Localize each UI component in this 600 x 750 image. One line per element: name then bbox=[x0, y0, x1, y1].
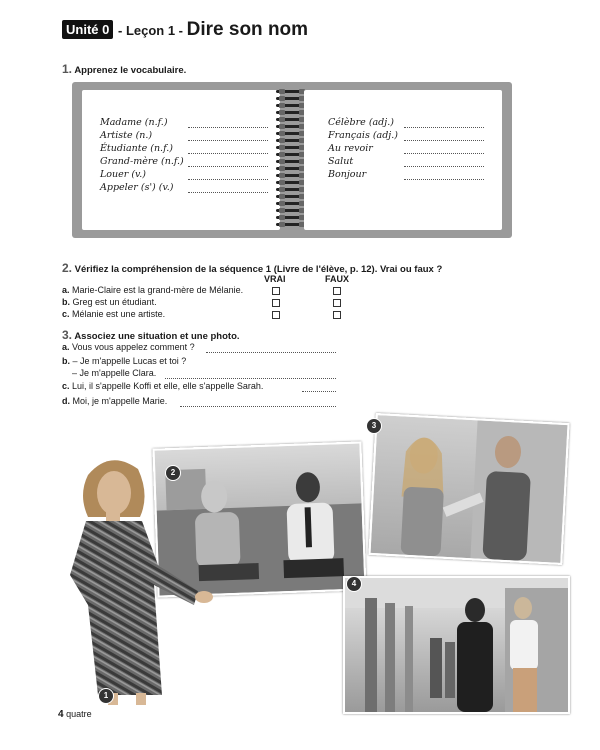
exercise-2-number: 2. bbox=[62, 261, 73, 275]
situation-item bbox=[62, 356, 186, 366]
vocab-word: Appeler (s') (v.) bbox=[100, 182, 174, 193]
answer-line[interactable] bbox=[404, 118, 484, 128]
vocab-word: Louer (v.) bbox=[100, 169, 147, 180]
photo-3-illustration bbox=[371, 415, 568, 563]
answer-line[interactable] bbox=[188, 144, 268, 154]
situation-item bbox=[62, 342, 195, 352]
vocabulary-notebook bbox=[72, 82, 512, 238]
answer-line[interactable] bbox=[206, 344, 336, 353]
page-number: 4 bbox=[58, 709, 64, 720]
item-text: Greg est un étudiant. bbox=[72, 297, 157, 307]
photo-3-number: 3 bbox=[366, 418, 382, 434]
photo-1-number: 1 bbox=[98, 688, 114, 704]
answer-line[interactable] bbox=[404, 170, 484, 180]
answer-line[interactable] bbox=[188, 183, 268, 193]
page-footer bbox=[58, 709, 92, 720]
answer-line[interactable] bbox=[188, 118, 268, 128]
photo-2-number: 2 bbox=[165, 465, 181, 481]
page-title: Dire son nom bbox=[186, 19, 309, 40]
column-vrai: VRAI bbox=[264, 274, 286, 284]
item-letter: a. bbox=[62, 342, 70, 352]
lesson-title bbox=[118, 19, 308, 41]
item-letter: d. bbox=[62, 396, 70, 406]
exercise-2-heading bbox=[62, 261, 442, 275]
item-letter: b. bbox=[62, 297, 70, 307]
photo-4-corridor bbox=[343, 576, 570, 714]
item-letter: c. bbox=[62, 309, 70, 319]
checkbox-faux[interactable] bbox=[333, 287, 341, 295]
exercise-3-instruction: Associez une situation et une photo. bbox=[74, 331, 240, 342]
checkbox-faux[interactable] bbox=[333, 299, 341, 307]
answer-line[interactable] bbox=[302, 383, 336, 392]
answer-line[interactable] bbox=[404, 131, 484, 141]
notebook-right-page bbox=[304, 90, 502, 230]
answer-line[interactable] bbox=[404, 157, 484, 167]
answer-line[interactable] bbox=[188, 157, 268, 167]
photo-1-woman bbox=[58, 455, 218, 705]
true-false-item bbox=[62, 309, 165, 319]
photo-1-illustration bbox=[58, 455, 218, 705]
column-faux: FAUX bbox=[325, 274, 350, 284]
situation-item bbox=[62, 381, 263, 391]
item-text: Marie-Claire est la grand-mère de Mélanie. bbox=[72, 285, 244, 295]
exercise-2-instruction: Vérifiez la compréhension de la séquence 1 (Livre de l'élève, p. 12). Vrai ou faux ? bbox=[74, 264, 443, 275]
checkbox-vrai[interactable] bbox=[272, 311, 280, 319]
item-text: Moi, je m'appelle Marie. bbox=[72, 396, 168, 406]
item-text: – Je m'appelle Lucas et toi ? bbox=[72, 356, 187, 366]
item-letter: a. bbox=[62, 285, 70, 295]
photo-4-number: 4 bbox=[346, 576, 362, 592]
vocab-word: Au revoir bbox=[328, 143, 373, 154]
vocab-word: Célèbre (adj.) bbox=[328, 117, 394, 128]
vocab-word: Français (adj.) bbox=[328, 130, 398, 141]
vocab-word: Artiste (n.) bbox=[100, 130, 153, 141]
true-false-item bbox=[62, 297, 157, 307]
checkbox-faux[interactable] bbox=[333, 311, 341, 319]
vocab-word: Salut bbox=[328, 156, 354, 167]
vocab-word: Grand-mère (n.f.) bbox=[100, 156, 184, 167]
item-text: Lui, il s'appelle Koffi et elle, elle s'appelle Sarah. bbox=[72, 381, 264, 391]
page-word: quatre bbox=[66, 709, 92, 719]
item-letter: c. bbox=[62, 381, 70, 391]
situation-item bbox=[62, 396, 167, 406]
lesson-label: - Leçon 1 - bbox=[118, 23, 184, 38]
item-letter: b. bbox=[62, 356, 70, 366]
checkbox-vrai[interactable] bbox=[272, 287, 280, 295]
exercise-3-heading bbox=[62, 328, 240, 342]
answer-line[interactable] bbox=[188, 170, 268, 180]
exercise-3-number: 3. bbox=[62, 328, 73, 342]
vocab-word: Étudiante (n.f.) bbox=[100, 143, 173, 154]
answer-line[interactable] bbox=[165, 370, 336, 379]
exercise-1-instruction: Apprenez le vocabulaire. bbox=[74, 65, 187, 76]
notebook-left-page bbox=[82, 90, 280, 230]
answer-line[interactable] bbox=[404, 144, 484, 154]
exercise-1-number: 1. bbox=[62, 62, 73, 76]
photo-4-illustration bbox=[345, 578, 568, 712]
exercise-1-heading bbox=[62, 62, 186, 76]
true-false-item bbox=[62, 285, 243, 295]
vocab-word: Bonjour bbox=[328, 169, 367, 180]
answer-line[interactable] bbox=[180, 398, 336, 407]
item-text: Vous vous appelez comment ? bbox=[72, 342, 195, 352]
vocab-word: Madame (n.f.) bbox=[100, 117, 168, 128]
item-text: – Je m'appelle Clara. bbox=[72, 368, 157, 378]
situation-item bbox=[72, 368, 156, 378]
answer-line[interactable] bbox=[188, 131, 268, 141]
unit-tag: Unité 0 bbox=[62, 20, 113, 39]
photo-3-meeting bbox=[368, 413, 569, 565]
checkbox-vrai[interactable] bbox=[272, 299, 280, 307]
item-text: Mélanie est une artiste. bbox=[72, 309, 166, 319]
